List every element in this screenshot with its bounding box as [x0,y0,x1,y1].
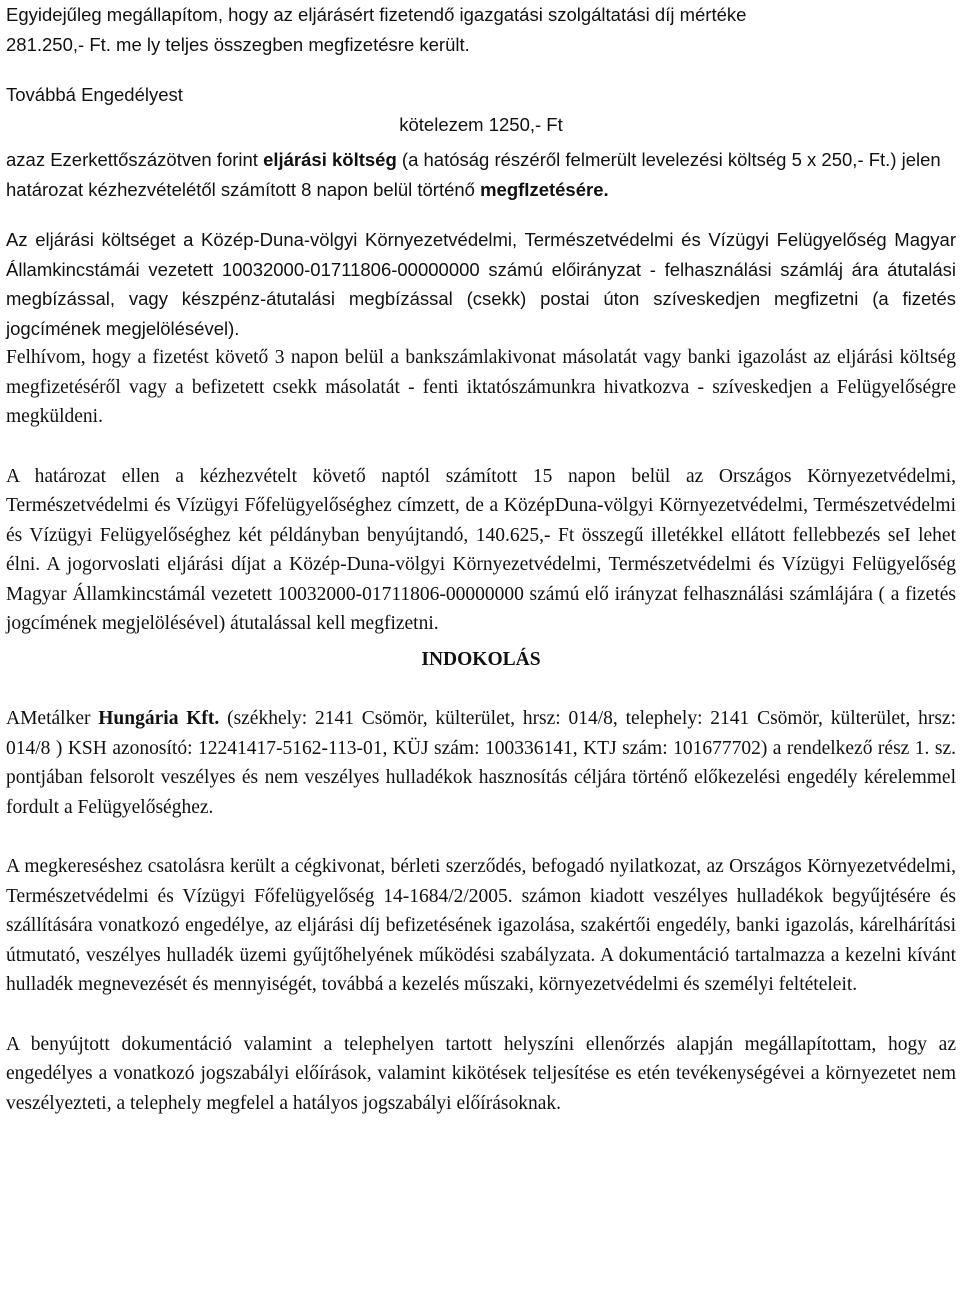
payment-paragraph: Az eljárási költséget a Közép-Duna-völgyi Környezetvédelmi, Természetvédelmi és Vízügyi Felügyelőség Magyar Államkincstámái vezetett 10032000-01711806-00000000 számú előirányzat - felhasználási számláj ára átutalási megbízással, vagy készpénz-átutalási megbízással (csekk) postai úton szíveskedjen megfizetni (a fizetés jogcímének megjelölésével). [6,229,956,339]
spacer [6,204,956,225]
spacer [6,822,956,852]
proof-paragraph: Felhívom, hogy a fizetést követő 3 napon belül a bankszámlakivonat másolatát vagy banki igazolást az eljárási költség megfizetéséről vagy a befizetett csekk másolatát - fenti iktatószámunkra hivatkozva - szíveskedjen a Felügyelőségre megküldeni. [6,347,956,427]
spacer [6,674,956,704]
spacer [6,59,956,80]
spacer [6,1000,956,1030]
cost-text-a: azaz Ezerkettőszázötven forint [6,149,264,170]
applicant-company: Hungária Kft. [98,708,220,729]
cost-text-bold-end: megfIzetésére. [480,178,609,200]
cost-paragraph [6,145,956,204]
cost-text-bold: eljárási költség [263,149,397,170]
applicant-paragraph [6,704,956,822]
cost-text-c: (a hatóság részéről felmerült levelezési költség 5 x 250,- Ft.) jelen határozat kézhezvételétől számított 8 napon belül történő [6,149,941,200]
applicant-text-c: (székhely: 2141 Csömör, külterület, hrsz: 014/8, telephely: 2141 Csömör, külterület, hrsz: 014/8 ) KSH azonosító: 12241417-5162-113-01, KÜJ szám: 100336141, KTJ szám: 101677702) a rendelkező rész 1. sz. pontjában felsorolt veszélyes és nem veszélyes hulladékok hasznosítás céljára történő előkezelési engedély kérelemmel fordult a Felügyelőséghez. [6,708,957,818]
obligation-intro: Továbbá Engedélyest [6,84,183,105]
obligation-amount: kötelezem 1250,- Ft [399,113,563,135]
section-heading: INDOKOLÁS [421,648,541,670]
fee-statement-line-2: 281.250,- Ft. me ly teljes összegben megfizetésre került. [6,33,470,55]
attachments-paragraph: A megkereséshez csatolásra került a cégkivonat, bérleti szerződés, befogadó nyilatkozat, az Országos Környezetvédelmi, Természetvédelmi és Vízügyi Főfelügyelőség 14-1684/2/2005. számon kiadott veszélyes hulladékok begyűjtésére és szállítására vonatkozó engedélye, az eljárási díj befizetésének igazolása, szakértői engedély, banki igazolás, kárelhárítási útmutató, veszélyes hulladék üzemi gyűjtőhelyének működési szabályzata. A dokumentáció tartalmazza a kezelni kívánt hulladék megnevezését és mennyiségét, továbbá a kezelés műszaki, környezetvédelmi és személyi feltételeit. [6,856,956,995]
spacer [6,432,956,462]
fee-statement-line-1: Egyidejűleg megállapítom, hogy az eljárásért fizetendő igazgatási szolgáltatási díj mértéke [6,4,747,25]
appeal-paragraph: A határozat ellen a kézhezvételt követő naptól számított 15 napon belül az Országos Környezetvédelmi, Természetvédelmi és Vízügyi Főfelügyelőséghez címzett, de a KözépDuna-völgyi Környezetvédelmi, Természetvédelmi és Vízügyi Felügyelőséghez két példányban benyújtandó, 140.625,- Ft összegű illetékkel ellátott fellebbezés seI lehet élni. A jogorvoslati eljárási díjat a Közép-Duna-völgyi Környezetvédelmi, Természetvédelmi és Vízügyi Felügyelőség Magyar Államkincstámál vezetett 10032000-01711806-00000000 számú elő irányzat felhasználási számlájára ( a fizetés jogcímének megjelölésével) átutalással kell megfizetni. [6,465,956,634]
applicant-text-a: AMetálker [6,708,99,729]
document-page [6,0,956,1118]
conclusion-paragraph: A benyújtott dokumentáció valamint a telephelyen tartott helyszíni ellenőrzés alapján megállapítottam, hogy az engedélyes a vonatkozó jogszabályi előírások, valamint kikötések teljesítése es etén tevékenységévei a környezetet nem veszélyezteti, a telephely megfelel a hatályos jogszabályi előírásoknak. [6,1033,956,1114]
